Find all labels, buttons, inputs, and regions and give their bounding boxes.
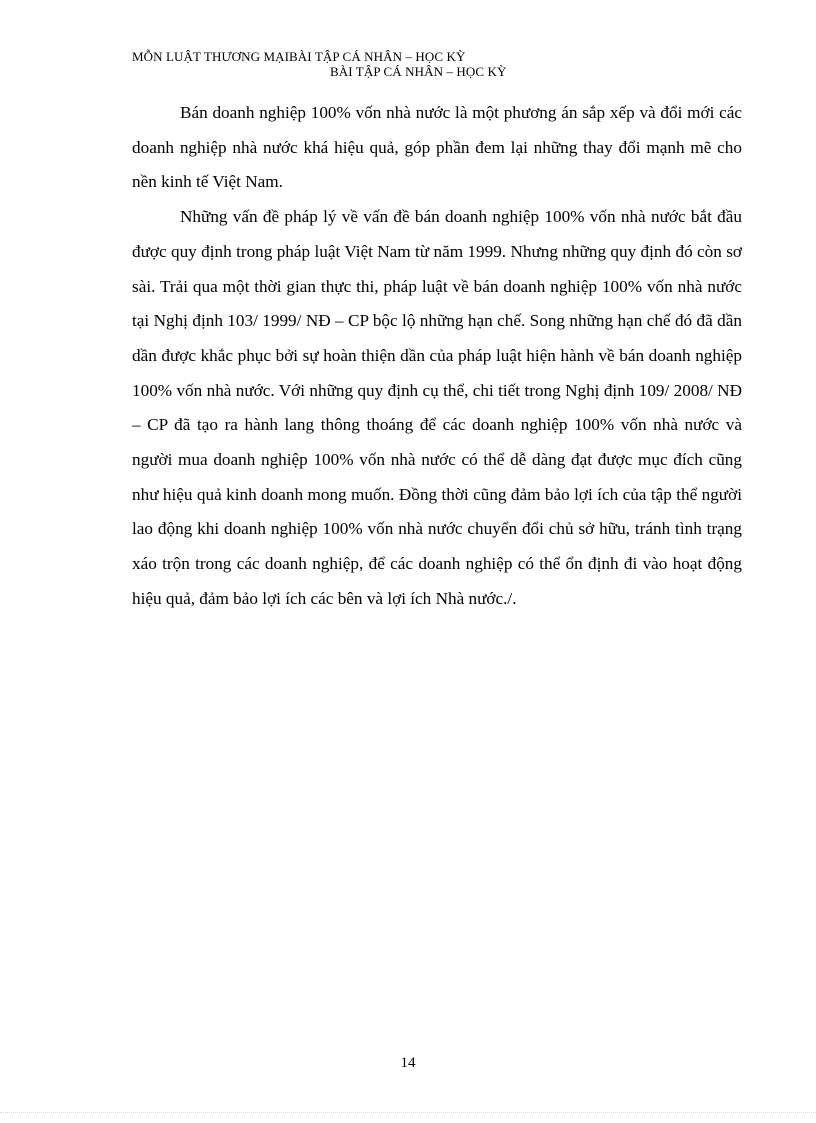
page-header (0, 50, 816, 90)
page-bottom-divider (0, 1112, 816, 1113)
body-text (132, 96, 742, 617)
paragraph-1: Bán doanh nghiệp 100% vốn nhà nước là một phương án sắp xếp và đổi mới các doanh nghiệp nhà nước khá hiệu quả, góp phần đem lại những thay đổi mạnh mẽ cho nền kinh tế Việt Nam. (132, 103, 742, 192)
page-number: 14 (400, 1055, 416, 1071)
header-line-2: BÀI TẬP CÁ NHÂN – HỌC KỲ (330, 64, 507, 79)
paragraph-2: Những vấn đề pháp lý về vấn đề bán doanh nghiệp 100% vốn nhà nước bắt đầu được quy định trong pháp luật Việt Nam từ năm 1999. Nhưng những quy định đó còn sơ sài. Trải qua một thời gian thực thi, pháp luật về bán doanh nghiệp 100% vốn nhà nước tại Nghị định 103/ 1999/ NĐ – CP bộc lộ những hạn chế. Song những hạn chế đó đã dần dần được khắc phục bởi sự hoàn thiện dần của pháp luật hiện hành về bán doanh nghiệp 100% vốn nhà nước. Với những quy định cụ thể, chi tiết trong Nghị định 109/ 2008/ NĐ – CP đã tạo ra hành lang thông thoáng để các doanh nghiệp 100% vốn nhà nước và người mua doanh nghiệp 100% vốn nhà nước có thể dễ dàng đạt được mục đích cũng như hiệu quả kinh doanh mong muốn. Đồng thời cũng đảm bảo lợi ích của tập thể người lao động khi doanh nghiệp 100% vốn nhà nước chuyển đổi chủ sở hữu, tránh tình trạng xáo trộn trong các doanh nghiệp, để các doanh nghiệp có thể ổn định đi vào hoạt động hiệu quả, đảm bảo lợi ích các bên và lợi ích Nhà nước./. (132, 207, 742, 608)
header-line-1: MỖN LUẬT THƯƠNG MẠIBÀI TẬP CÁ NHÂN – HỌC KỲ (132, 49, 466, 64)
